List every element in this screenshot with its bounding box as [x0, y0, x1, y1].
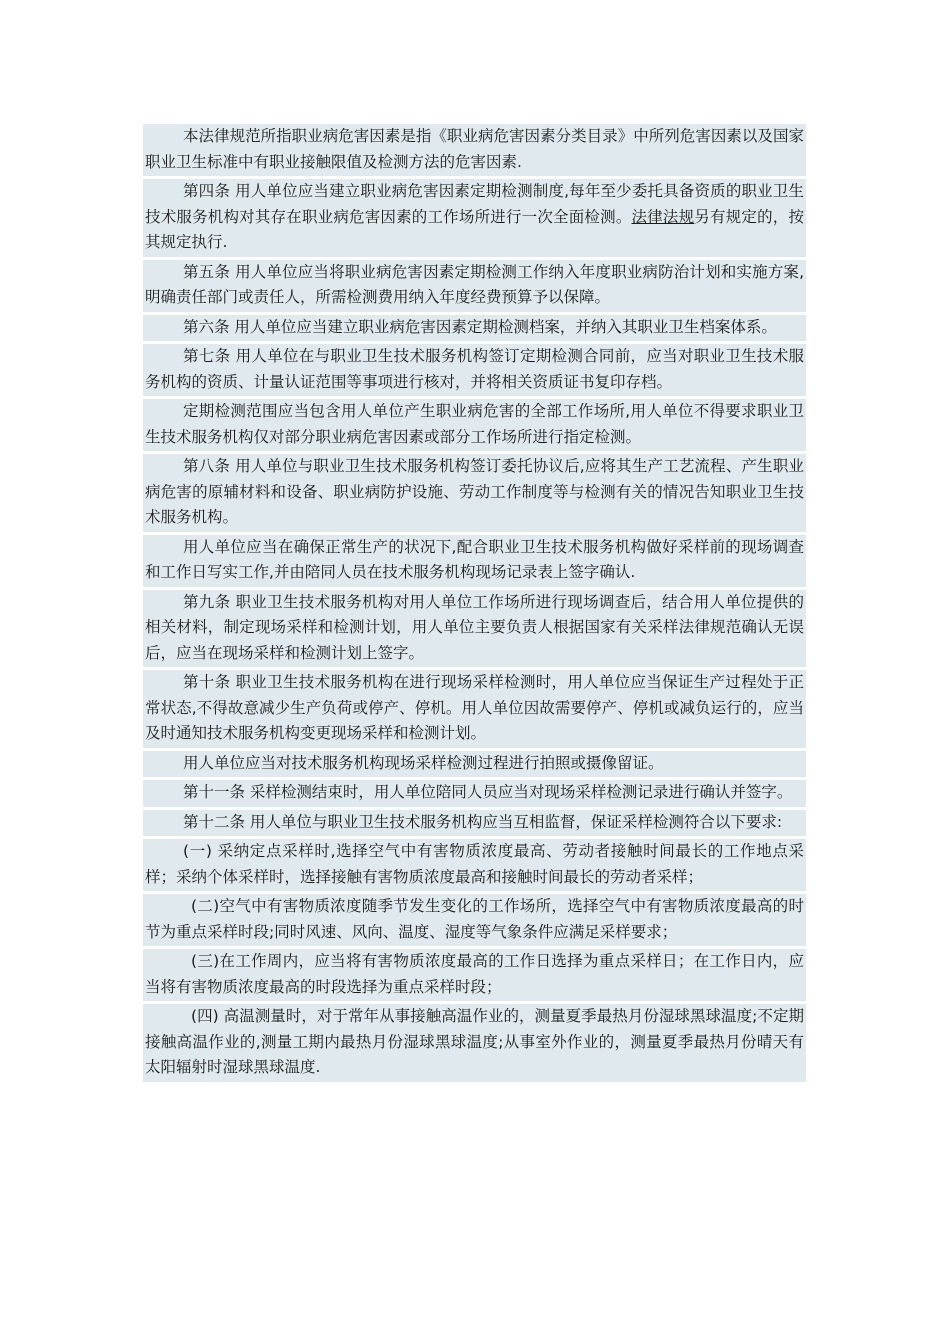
paragraph-definition: 本法律规范所指职业病危害因素是指《职业病危害因素分类目录》中所列危害因素以及国家职业卫生标准中有职业接触限值及检测方法的危害因素.: [143, 124, 806, 176]
paragraph-article-11: 第十一条 采样检测结束时，用人单位陪同人员应当对现场采样检测记录进行确认并签字。: [143, 780, 806, 807]
article-4-text: 第四条 用人单位应当建立职业病危害因素定期检测制度,每年至少委托具备资质的职业卫生技术服务机构对其存在职业病危害因素的工作场所进行一次全面检测。: [145, 182, 804, 226]
laws-regulations-link[interactable]: 法律法规: [631, 207, 695, 226]
paragraph-article-12: 第十二条 用人单位与职业卫生技术服务机构应当互相监督，保证采样检测符合以下要求:: [143, 810, 806, 837]
paragraph-article-9: 第九条 职业卫生技术服务机构对用人单位工作场所进行现场调查后，结合用人单位提供的相关材料，制定现场采样和检测计划，用人单位主要负责人根据国家有关采样法律规范确认无误后，应当在现场采样和检测计划上签字。: [143, 590, 806, 668]
paragraph-item-3: (三)在工作周内，应当将有害物质浓度最高的工作日选择为重点采样日；在工作日内，应当将有害物质浓度最高的时段选择为重点采样时段；: [143, 949, 806, 1001]
paragraph-item-4: (四) 高温测量时，对于常年从事接触高温作业的，测量夏季最热月份湿球黑球温度;不定期接触高温作业的,测量工期内最热月份湿球黑球温度;从事室外作业的，测量夏季最热月份晴天有太阳辐射时湿球黑球温度.: [143, 1004, 806, 1082]
paragraph-item-1: (一) 采纳定点采样时,选择空气中有害物质浓度最高、劳动者接触时间最长的工作地点采样；采纳个体采样时，选择接触有害物质浓度最高和接触时间最长的劳动者采样；: [143, 839, 806, 891]
paragraph-article-5: 第五条 用人单位应当将职业病危害因素定期检测工作纳入年度职业病防治计划和实施方案,明确责任部门或责任人，所需检测费用纳入年度经费预算予以保障。: [143, 260, 806, 312]
paragraph-photo-record: 用人单位应当对技术服务机构现场采样检测过程进行拍照或摄像留证。: [143, 751, 806, 778]
paragraph-article-6: 第六条 用人单位应当建立职业病危害因素定期检测档案，并纳入其职业卫生档案体系。: [143, 315, 806, 342]
paragraph-article-10: 第十条 职业卫生技术服务机构在进行现场采样检测时，用人单位应当保证生产过程处于正常状态,不得故意减少生产负荷或停产、停机。用人单位因故需要停产、停机或减负运行的，应当及时通知技术服务机构变更现场采样和检测计划。: [143, 670, 806, 748]
article-4-tail: 另有规定的，按其规定执行.: [145, 207, 804, 251]
document-body: [143, 124, 806, 1085]
paragraph-site-survey: 用人单位应当在确保正常生产的状况下,配合职业卫生技术服务机构做好采样前的现场调查和工作日写实工作,并由陪同人员在技术服务机构现场记录表上签字确认.: [143, 535, 806, 587]
paragraph-article-7: 第七条 用人单位在与职业卫生技术服务机构签订定期检测合同前，应当对职业卫生技术服务机构的资质、计量认证范围等事项进行核对，并将相关资质证书复印存档。: [143, 344, 806, 396]
paragraph-article-4: [143, 179, 806, 257]
paragraph-article-8: 第八条 用人单位与职业卫生技术服务机构签订委托协议后,应将其生产工艺流程、产生职业病危害的原辅材料和设备、职业病防护设施、劳动工作制度等与检测有关的情况告知职业卫生技术服务机构。: [143, 454, 806, 532]
paragraph-scope: 定期检测范围应当包含用人单位产生职业病危害的全部工作场所,用人单位不得要求职业卫生技术服务机构仅对部分职业病危害因素或部分工作场所进行指定检测。: [143, 399, 806, 451]
paragraph-item-2: (二)空气中有害物质浓度随季节发生变化的工作场所，选择空气中有害物质浓度最高的时节为重点采样时段;同时风速、风向、温度、湿度等气象条件应满足采样要求；: [143, 894, 806, 946]
